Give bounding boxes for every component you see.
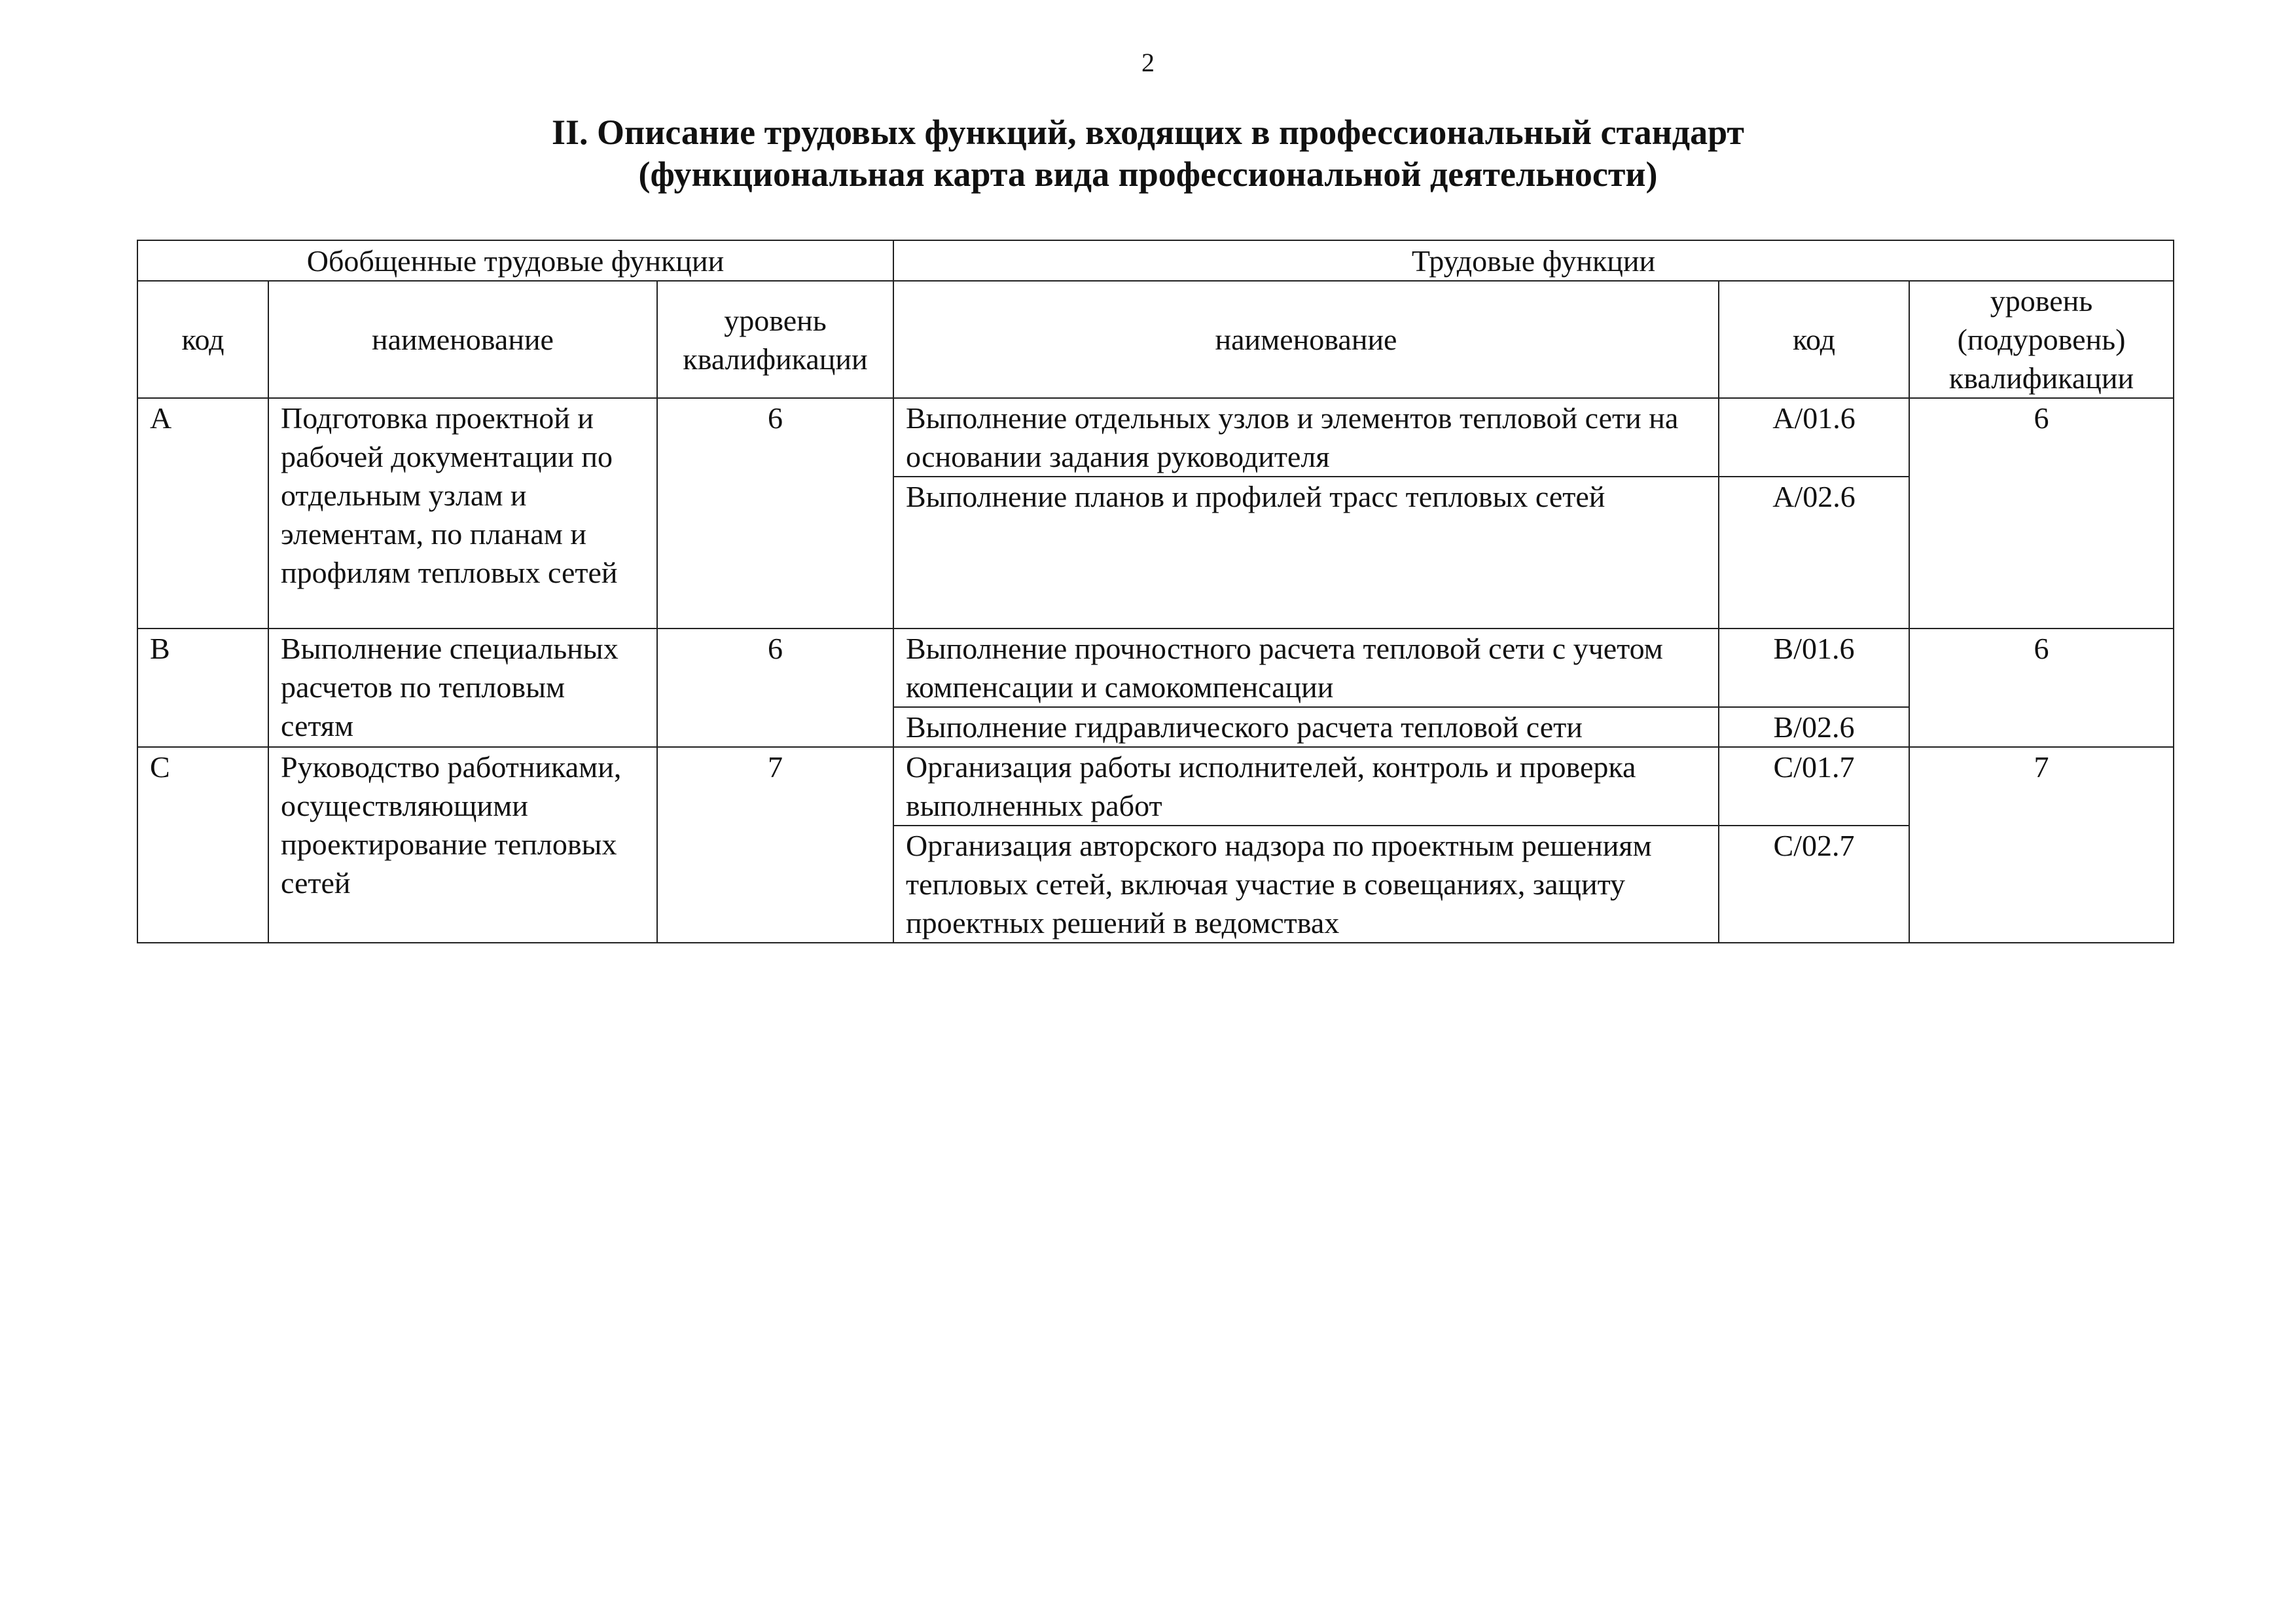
tf-name: Организация работы исполнителей, контроль и проверка выполненных работ [893, 747, 1719, 826]
functional-map-table [137, 240, 2174, 943]
tf-name: Выполнение отдельных узлов и элементов тепловой сети на основании задания руководителя [893, 398, 1719, 477]
tf-code: B/01.6 [1719, 629, 1909, 707]
title-line-1: II. Описание трудовых функций, входящих в профессиональный стандарт [552, 113, 1744, 152]
labor-functions-header: Трудовые функции [893, 240, 2174, 281]
column-header-row [137, 281, 2174, 398]
tf-code: A/02.6 [1719, 477, 1909, 629]
tf-name: Выполнение планов и профилей трасс тепловых сетей [893, 477, 1719, 629]
tf-code: A/01.6 [1719, 398, 1909, 477]
gf-level: 7 [657, 747, 893, 943]
col-header-tf-code: код [1719, 281, 1909, 398]
gf-name: Руководство работниками, осуществляющими проектирование тепловых сетей [268, 747, 657, 943]
table-row [137, 629, 2174, 707]
gf-name: Выполнение специальных расчетов по тепловым сетям [268, 629, 657, 747]
page-number: 2 [1141, 48, 1155, 77]
tf-level: 6 [1909, 629, 2174, 747]
tf-name: Организация авторского надзора по проектным решениям тепловых сетей, включая участие в совещаниях, защиту проектных решений в ведомствах [893, 826, 1719, 943]
col-header-tf-level: уровень (подуровень) квалификации [1909, 281, 2174, 398]
page-title [0, 111, 2296, 195]
gf-level: 6 [657, 629, 893, 747]
table-row [137, 747, 2174, 826]
col-header-name: наименование [268, 281, 657, 398]
col-header-level: уровень квалификации [657, 281, 893, 398]
gf-name: Подготовка проектной и рабочей документации по отдельным узлам и элементам, по планам и профилям тепловых сетей [268, 398, 657, 629]
table-row [137, 398, 2174, 477]
group-header-row [137, 240, 2174, 281]
tf-code: C/02.7 [1719, 826, 1909, 943]
gf-code: C [137, 747, 268, 943]
gf-code: B [137, 629, 268, 747]
title-line-2: (функциональная карта вида профессиональной деятельности) [638, 155, 1658, 194]
gf-code: A [137, 398, 268, 629]
tf-name: Выполнение гидравлического расчета тепловой сети [893, 707, 1719, 747]
tf-level: 6 [1909, 398, 2174, 629]
tf-code: C/01.7 [1719, 747, 1909, 826]
col-header-code: код [137, 281, 268, 398]
tf-level: 7 [1909, 747, 2174, 943]
generalized-functions-header: Обобщенные трудовые функции [137, 240, 893, 281]
gf-level: 6 [657, 398, 893, 629]
tf-code: B/02.6 [1719, 707, 1909, 747]
col-header-tf-name: наименование [893, 281, 1719, 398]
tf-name: Выполнение прочностного расчета тепловой сети с учетом компенсации и самокомпенсации [893, 629, 1719, 707]
